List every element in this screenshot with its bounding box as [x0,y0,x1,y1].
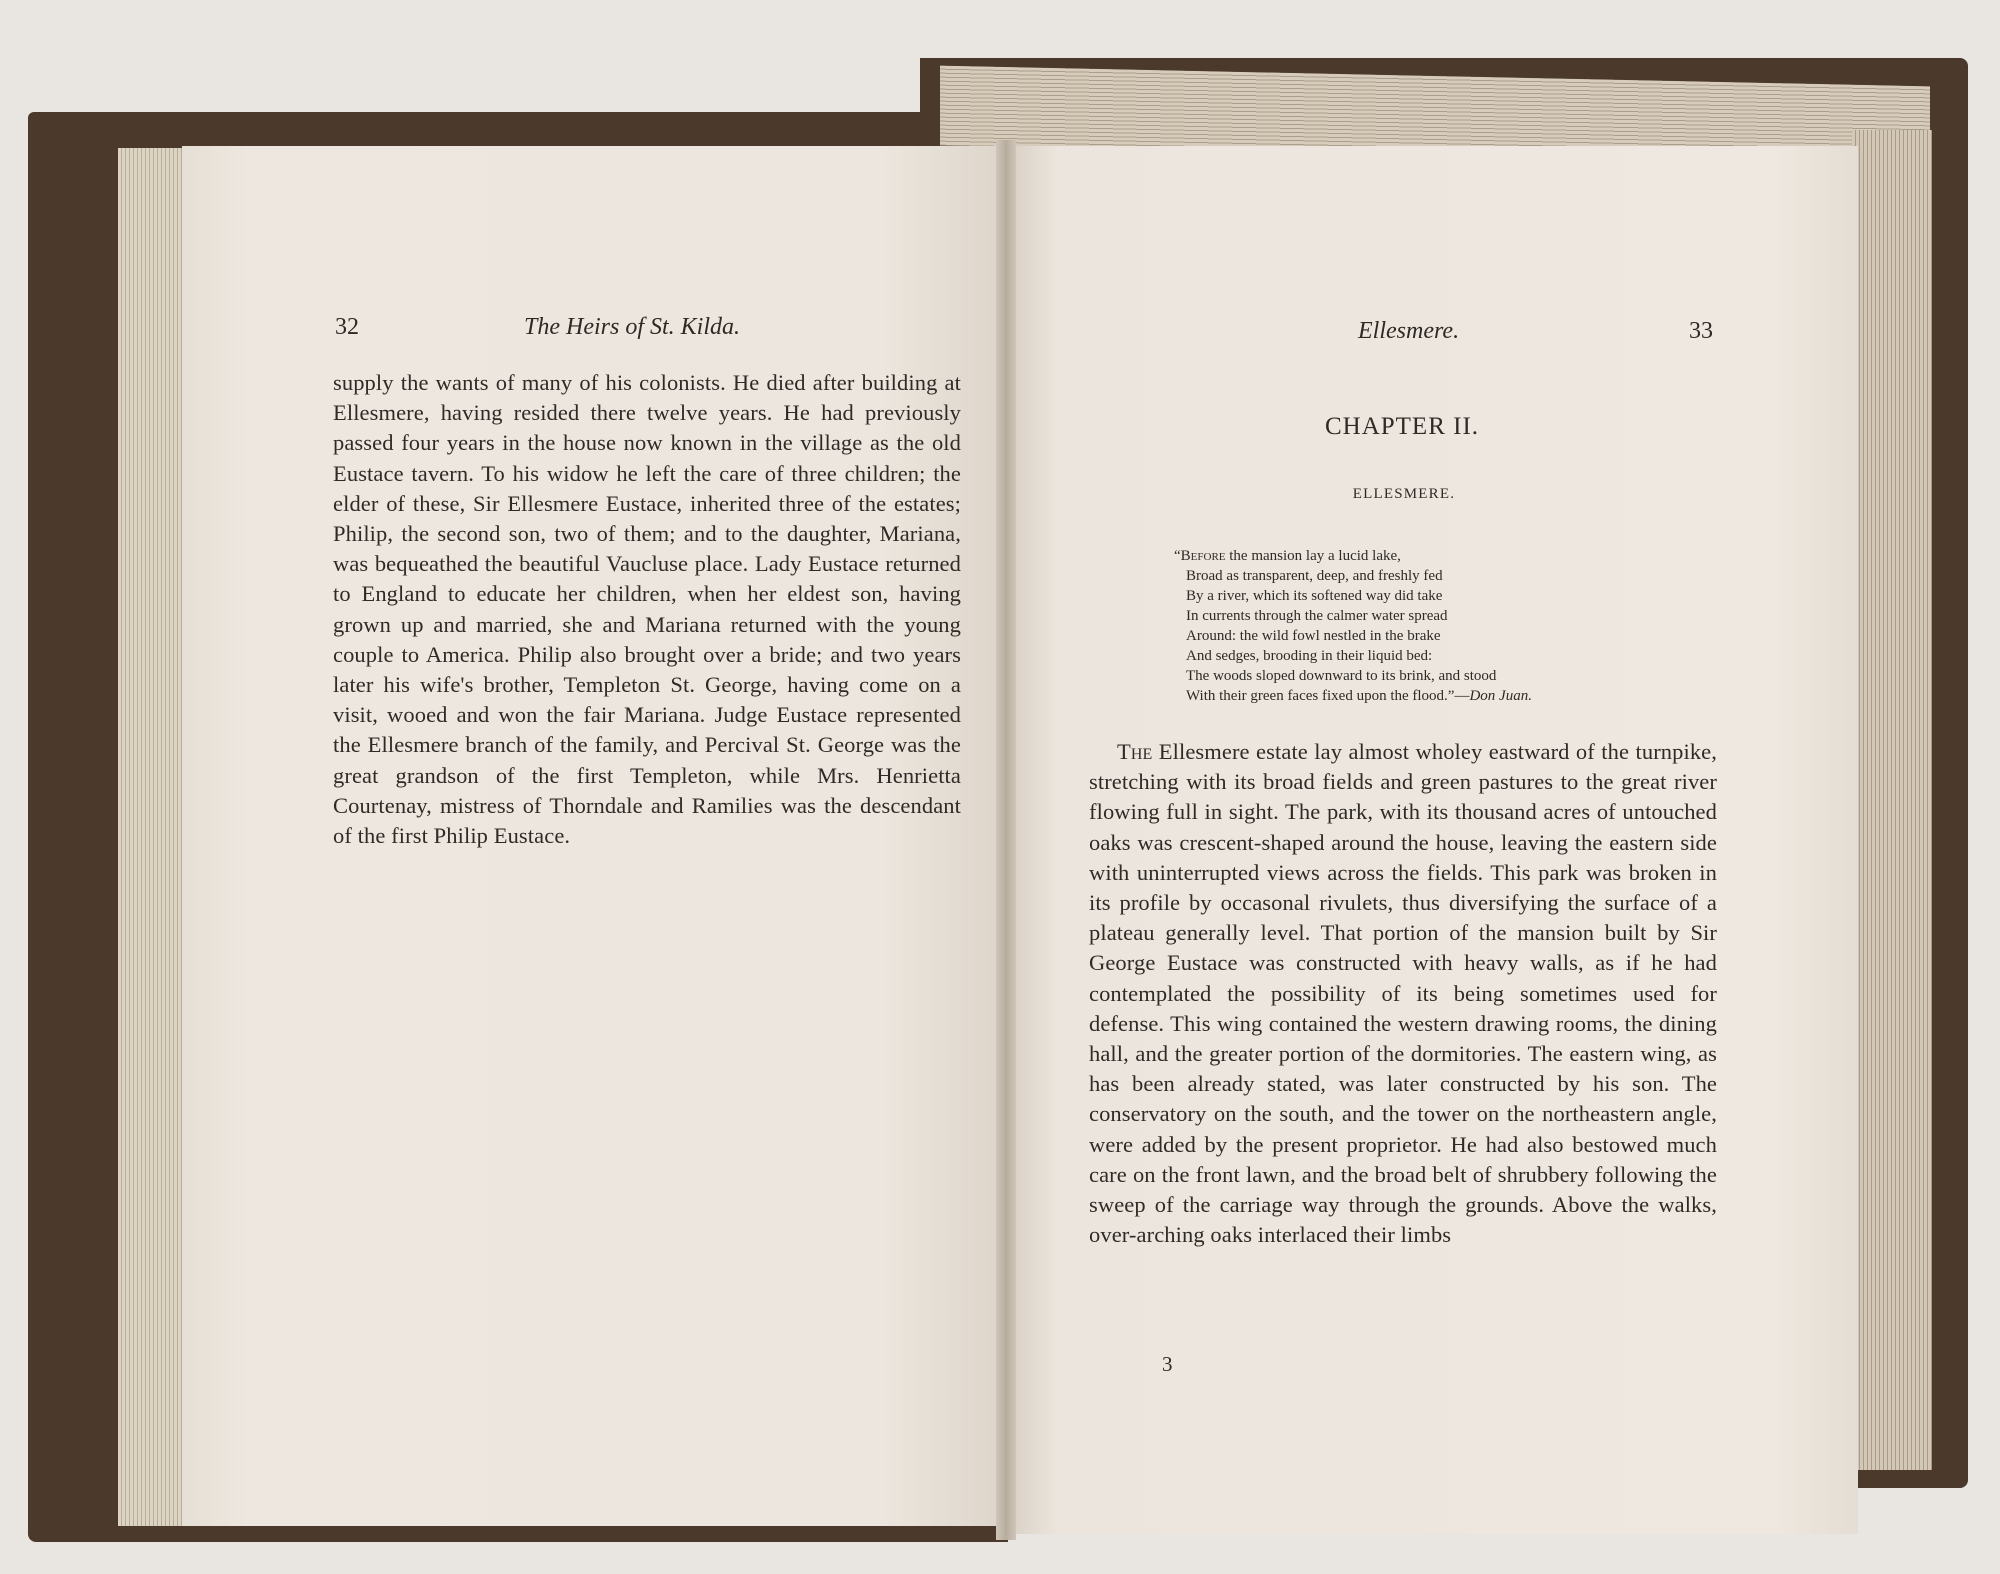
epigraph-last-line-text: With their green faces fixed upon the flood.”— [1186,688,1470,704]
epigraph-attribution: Don Juan. [1469,688,1532,704]
epigraph-line: The woods sloped downward to its brink, and stood [1186,668,1497,684]
chapter-subtitle: ELLESMERE. [1352,486,1456,502]
chapter-heading: CHAPTER II. [1324,413,1480,440]
epigraph-line: In currents through the calmer water spread [1186,608,1448,624]
epigraph-line-1 [1174,546,1686,566]
right-page-number: 33 [1689,318,1713,344]
signature-mark: 3 [1162,1352,1173,1376]
left-running-title: The Heirs of St. Kilda. [524,314,741,340]
page-edges-right [1852,130,1932,1470]
paragraph-lead-word: The [1117,739,1153,764]
right-paragraph [1089,737,1717,1250]
epigraph-line: Broad as transparent, deep, and freshly fed [1186,568,1443,584]
epigraph-last-line [1186,686,1686,706]
left-body-text [333,368,961,851]
epigraph [1174,546,1686,706]
paragraph-text: Ellesmere estate lay almost wholey eastward of the turnpike, stretching with its broad fields and green pastures to the great river flowing full in sight. The park, with its thousand acres of untouched oaks was crescent-shaped around the house, leaving the eastern side with uninterrupted views across the fields. This park was broken in its profile by occasonal rivulets, thus diversifying the surface of a plateau generally level. That portion of the mansion built by Sir George Eustace was constructed with heavy walls, as if he had contemplated the possibility of its being sometimes used for defense. This wing contained the western drawing rooms, the dining hall, and the greater portion of the dormitories. The eastern wing, as has been already stated, was later constructed by his son. The conservatory on the south, and the tower on the northeastern angle, were added by the present proprietor. He had also bestowed much care on the front lawn, and the broad belt of shrubbery following the sweep of the carriage way through the grounds. Above the walks, over-arching oaks interlaced their limbs [1089,739,1717,1248]
epigraph-line: And sedges, brooding in their liquid bed: [1186,648,1433,664]
epigraph-line: By a river, which its softened way did take [1186,588,1443,604]
right-running-title: Ellesmere. [1358,318,1460,344]
page-edges-left [118,148,188,1526]
book-gutter [996,140,1016,1540]
left-paragraph: supply the wants of many of his colonists. He died after building at Ellesmere, having resided there twelve years. He had previously passed four years in the house now known in the village as the old Eustace tavern. To his widow he left the care of three children; the elder of these, Sir Ellesmere Eustace, inherited three of the estates; Philip, the second son, two of them; and to the daughter, Mariana, was bequeathed the beautiful Vaucluse place. Lady Eustace returned to England to educate her children, when her eldest son, having grown up and married, she and Mariana returned with the young couple to America. Philip also brought over a bride; and two years later his wife's brother, Templeton St. George, having come on a visit, wooed and won the fair Mariana. Judge Eustace represented the Ellesmere branch of the family, and Percival St. George was the great grandson of the first Templeton, while Mrs. Henrietta Courtenay, mistress of Thorndale and Ramilies was the descendant of the first Philip Eustace. [333,370,961,849]
epigraph-line-1-rest: the mansion lay a lucid lake, [1225,548,1401,564]
epigraph-line: Around: the wild fowl nestled in the brake [1186,628,1441,644]
epigraph-open-quote: “ [1174,548,1181,564]
right-body-text [1089,737,1717,1250]
left-page-number: 32 [335,314,359,340]
epigraph-lead-word: Before [1180,548,1226,564]
